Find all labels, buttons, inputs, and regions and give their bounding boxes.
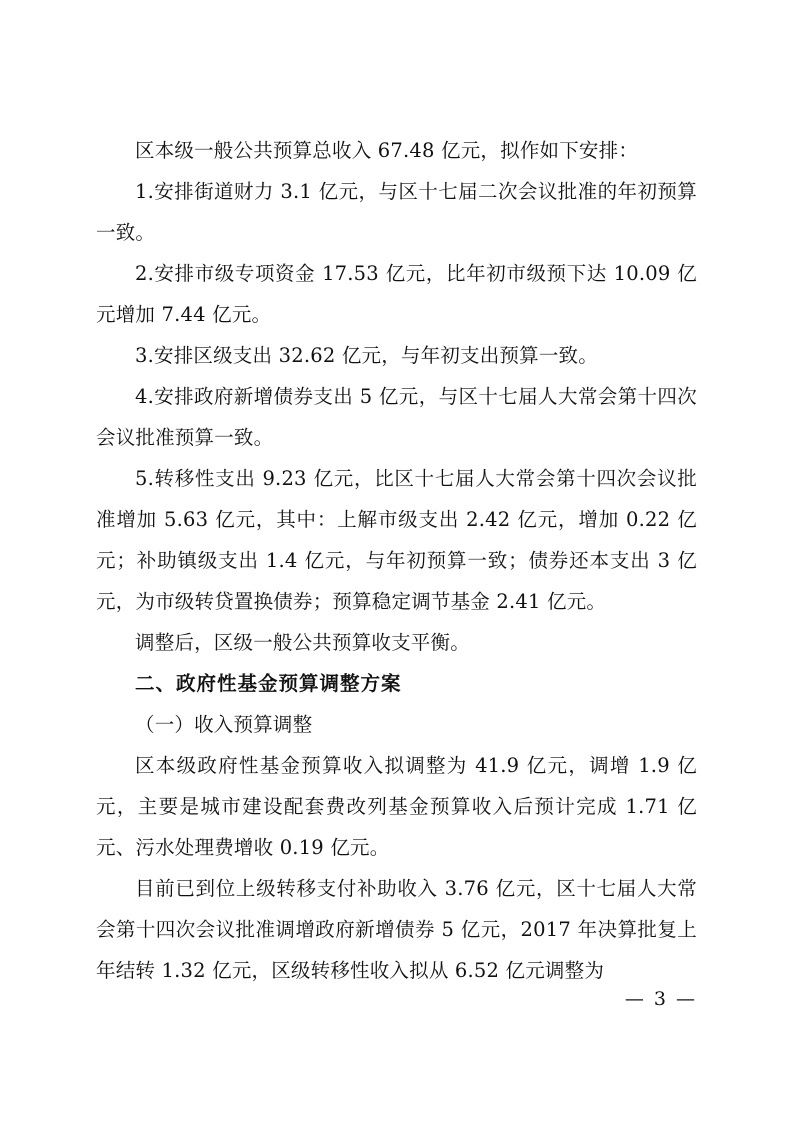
paragraph-balance: 调整后，区级一般公共预算收支平衡。 [135, 631, 470, 654]
paragraph-item-1: 1.安排街道财力 3.1 亿元，与区十七届二次会议批准的年初预算一致。 [96, 180, 697, 244]
paragraph-revenue-2: 目前已到位上级转移支付补助收入 3.76 亿元，区十七届人大常会第十四次会议批准调增政府新增债券 5 亿元，2017 年决算批复上年结转 1.32 亿元，区级转移性收入拟从 6.52 亿元调整为 [96, 877, 697, 982]
paragraph-item-4: 4.安排政府新增债券支出 5 亿元，与区十七届人大常会第十四次会议批准预算一致。 [96, 385, 697, 449]
section-heading-two: 二、政府性基金预算调整方案 [135, 672, 402, 695]
page-number: — 3 — [624, 988, 697, 1010]
paragraph-item-3: 3.安排区级支出 32.62 亿元，与年初支出预算一致。 [135, 344, 598, 367]
paragraph-intro: 区本级一般公共预算总收入 67.48 亿元，拟作如下安排： [135, 139, 639, 162]
paragraph-item-2: 2.安排市级专项资金 17.53 亿元，比年初市级预下达 10.09 亿元增加 7.44 亿元。 [96, 262, 697, 326]
paragraph-revenue-1: 区本级政府性基金预算收入拟调整为 41.9 亿元，调增 1.9 亿元，主要是城市建设配套费改列基金预算收入后预计完成 1.71 亿元、污水处理费增收 0.19 亿元。 [96, 754, 697, 859]
document-body [96, 130, 697, 991]
paragraph-item-5: 5.转移性支出 9.23 亿元，比区十七届人大常会第十四次会议批准增加 5.63 亿元，其中：上解市级支出 2.42 亿元，增加 0.22 亿元；补助镇级支出 1.4 亿元，与年初预算一致；债券还本支出 3 亿元，为市级转贷置换债券；预算稳定调节基金 2.41 亿元。 [96, 467, 697, 613]
subsection-heading-one: （一）收入预算调整 [135, 713, 313, 736]
